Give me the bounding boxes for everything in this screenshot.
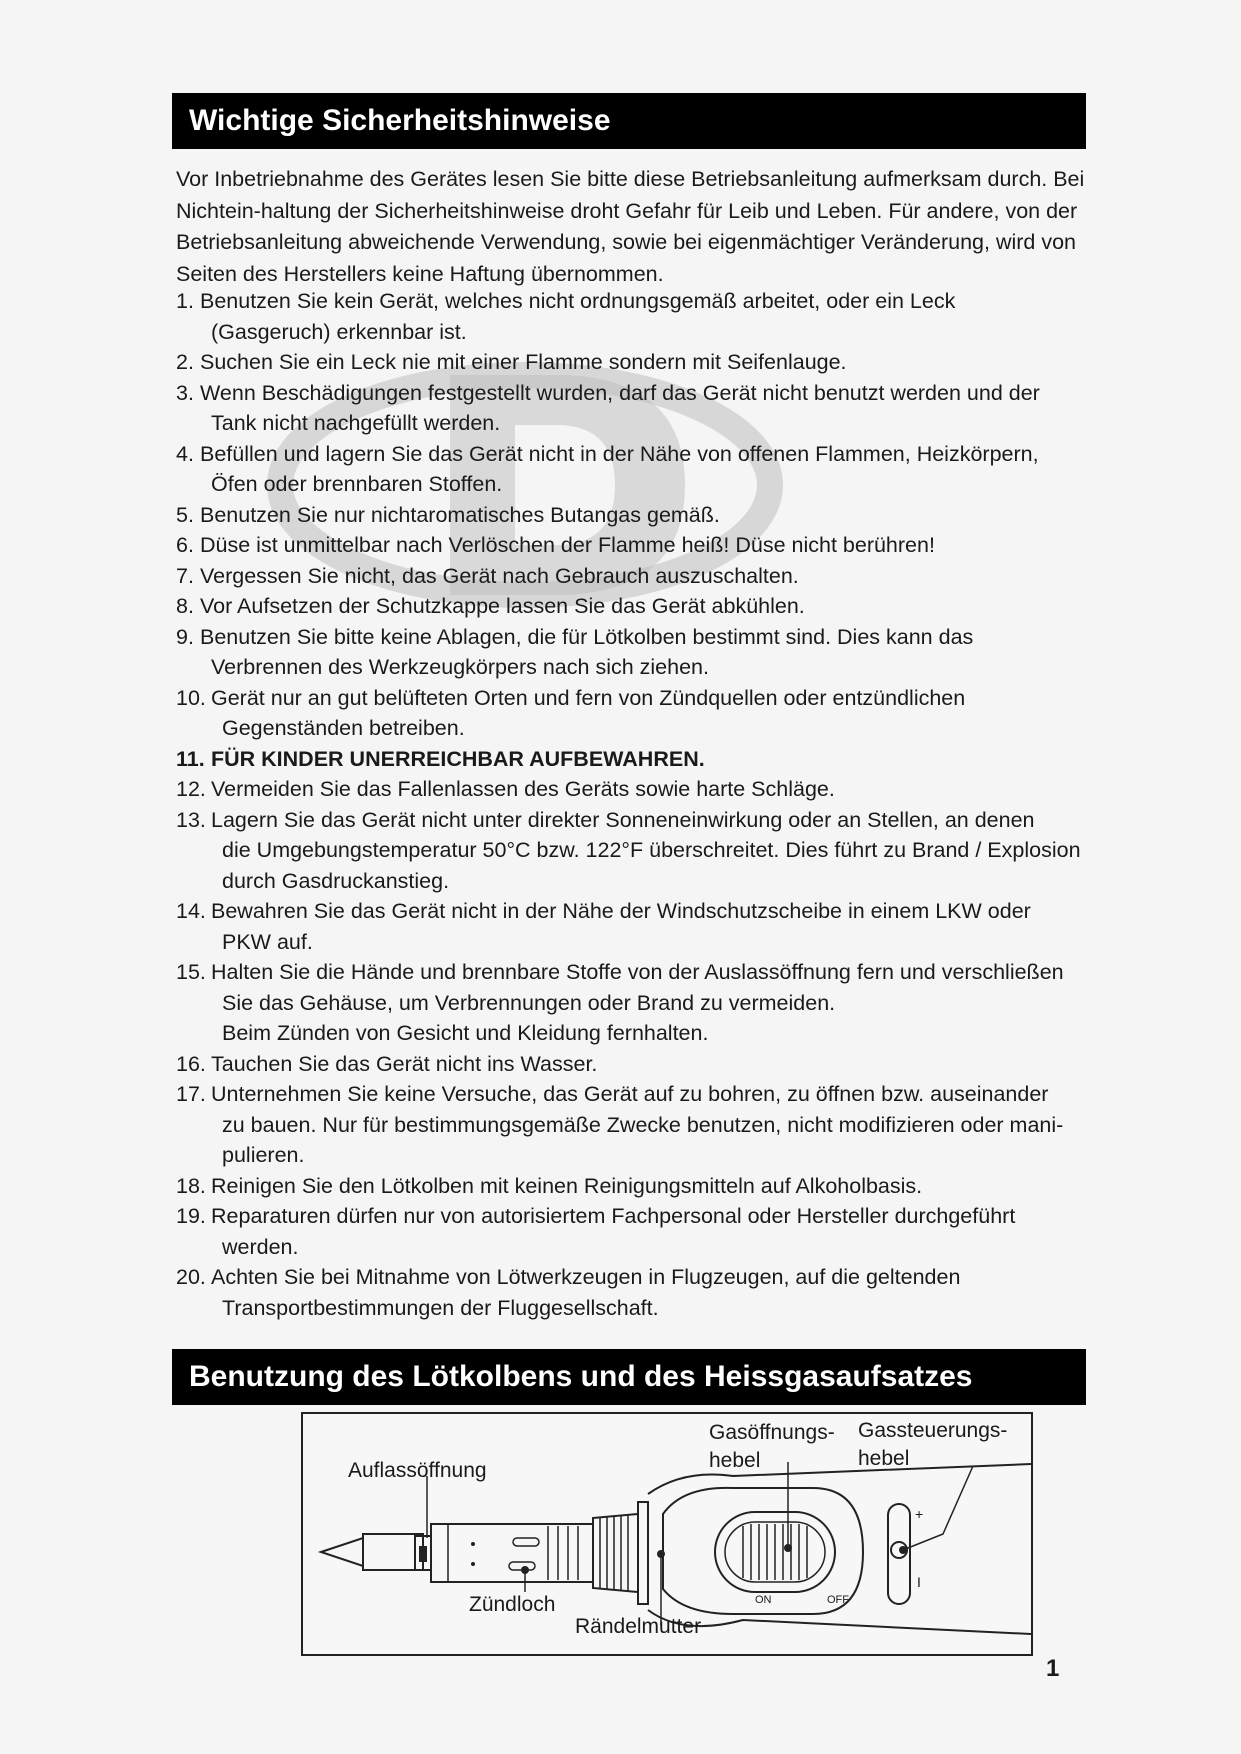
item-text: FÜR KINDER UNERREICHBAR AUFBEWAHREN. xyxy=(211,746,705,771)
item-number: 20. xyxy=(176,1265,206,1289)
list-item xyxy=(176,1262,1086,1323)
item-number: 3. xyxy=(176,380,194,405)
list-item xyxy=(176,805,1086,897)
label-off: OFF xyxy=(827,1594,849,1606)
label-gas-lever-line1: Gasöffnungs- xyxy=(709,1421,835,1444)
list-item xyxy=(176,1079,1086,1171)
soldering-iron-diagram xyxy=(301,1412,1033,1656)
section-heading-usage: Benutzung des Lötkolbens und des Heissgasaufsatzes xyxy=(172,1349,1086,1405)
item-text: Benutzen Sie nur nichtaromatisches Butangas gemäß. xyxy=(200,502,720,527)
list-item xyxy=(176,286,1086,347)
item-text-continued: (Gasgeruch) erkennbar ist. xyxy=(211,319,467,344)
list-item xyxy=(176,347,1086,378)
item-text: Unternehmen Sie keine Versuche, das Gerät auf zu bohren, zu öffnen bzw. auseinander xyxy=(211,1082,1049,1106)
item-number: 4. xyxy=(176,441,194,466)
item-text-continued: zu bauen. Nur für bestimmungsgemäße Zwecke benutzen, nicht modifizieren oder mani- pulieren. xyxy=(222,1112,1064,1167)
item-number: 17. xyxy=(176,1082,206,1106)
intro-paragraph: Vor Inbetriebnahme des Gerätes lesen Sie bitte diese Betriebsanleitung aufmerksam durch. Bei Nichtein-haltung der Sicherheitshinweise droht Gefahr für Leib und Leben. Für andere, von der Betriebsanleitung abweichende Verwendung, sowie bei eigenmächtiger Veränderung, wird von Seiten des Herstellers keine Haftung übernommen. xyxy=(176,167,1085,286)
label-control-lever-line1: Gassteuerungs- xyxy=(858,1419,1008,1442)
list-item xyxy=(176,1171,1086,1202)
item-number: 9. xyxy=(176,624,194,649)
item-text-continued: PKW auf. xyxy=(222,929,313,954)
list-item xyxy=(176,744,1086,775)
item-text-continued: Sie das Gehäuse, um Verbrennungen oder Brand zu vermeiden. xyxy=(222,990,836,1015)
item-number: 11. xyxy=(176,746,205,771)
item-text-continued: werden. xyxy=(222,1234,299,1259)
list-item xyxy=(176,683,1086,744)
label-minus: I xyxy=(917,1574,921,1590)
item-number: 18. xyxy=(176,1173,206,1198)
list-item xyxy=(176,896,1086,957)
list-item xyxy=(176,957,1086,1049)
list-item xyxy=(176,500,1086,531)
item-text: Halten Sie die Hände und brennbare Stoffe von der Auslassöffnung fern und verschließen xyxy=(211,960,1064,984)
section-heading-safety: Wichtige Sicherheitshinweise xyxy=(172,93,1086,149)
item-text: Achten Sie bei Mitnahme von Lötwerkzeugen in Flugzeugen, auf die geltenden xyxy=(211,1265,961,1289)
item-text: Gerät nur an gut belüfteten Orten und fern von Zündquellen oder entzündlichen xyxy=(211,685,966,710)
list-item xyxy=(176,1201,1086,1262)
item-text: Vermeiden Sie das Fallenlassen des Geräts sowie harte Schläge. xyxy=(211,777,835,801)
item-text: Vor Aufsetzen der Schutzkappe lassen Sie das Gerät abkühlen. xyxy=(200,594,805,618)
item-text: Befüllen und lagern Sie das Gerät nicht in der Nähe von offenen Flammen, Heizkörpern, xyxy=(200,441,1039,466)
item-number: 5. xyxy=(176,502,194,527)
item-text-continued: die Umgebungstemperatur 50°C bzw. 122°F überschreitet. Dies führt zu Brand / Explosion durch Gasdruckanstieg. xyxy=(222,838,1081,893)
label-ignition-hole: Zündloch xyxy=(469,1593,556,1616)
item-text: Reparaturen dürfen nur von autorisiertem Fachpersonal oder Hersteller durchgeführt xyxy=(211,1204,1016,1228)
list-item xyxy=(176,378,1086,439)
item-text-continued: Transportbestimmungen der Fluggesellschaft. xyxy=(222,1295,659,1320)
item-number: 7. xyxy=(176,563,194,588)
list-item xyxy=(176,774,1086,805)
list-item xyxy=(176,591,1086,622)
item-text-continued: Verbrennen des Werkzeugkörpers nach sich ziehen. xyxy=(211,655,709,679)
item-text: Benutzen Sie kein Gerät, welches nicht ordnungsgemäß arbeitet, oder ein Leck xyxy=(200,289,956,313)
label-on: ON xyxy=(755,1594,772,1606)
item-text: Vergessen Sie nicht, das Gerät nach Gebrauch auszuschalten. xyxy=(200,563,799,588)
item-text: Tauchen Sie das Gerät nicht ins Wasser. xyxy=(211,1051,598,1076)
item-text: Düse ist unmittelbar nach Verlöschen der Flamme heiß! Düse nicht berühren! xyxy=(200,533,935,557)
item-number: 19. xyxy=(176,1204,206,1228)
item-number: 13. xyxy=(176,807,206,832)
label-plus: + xyxy=(915,1506,924,1522)
item-text: Suchen Sie ein Leck nie mit einer Flamme sondern mit Seifenlauge. xyxy=(200,350,847,374)
item-number: 10. xyxy=(176,685,206,710)
item-number: 15. xyxy=(176,960,206,984)
item-number: 1. xyxy=(176,289,194,313)
item-text-continued: Tank nicht nachgefüllt werden. xyxy=(211,411,501,435)
item-text: Bewahren Sie das Gerät nicht in der Nähe der Windschutzscheibe in einem LKW oder xyxy=(211,899,1031,923)
page-number: 1 xyxy=(1046,1655,1060,1682)
list-item xyxy=(176,530,1086,561)
item-number: 14. xyxy=(176,899,206,923)
item-number: 8. xyxy=(176,594,194,618)
label-gas-lever-line2: hebel xyxy=(709,1449,761,1472)
label-outlet: Auflassöffnung xyxy=(348,1459,487,1482)
item-number: 6. xyxy=(176,533,194,557)
safety-list xyxy=(176,286,1086,1323)
list-item xyxy=(176,561,1086,592)
list-item xyxy=(176,439,1086,500)
item-text: Wenn Beschädigungen festgestellt wurden, darf das Gerät nicht benutzt werden und der xyxy=(200,380,1040,405)
item-text-continued: Gegenständen betreiben. xyxy=(222,716,465,740)
item-number: 16. xyxy=(176,1051,206,1076)
label-knurled-nut: Rändelmutter xyxy=(575,1615,702,1638)
list-item xyxy=(176,1049,1086,1080)
item-text: Lagern Sie das Gerät nicht unter direkter Sonneneinwirkung oder an Stellen, an denen xyxy=(211,807,1035,832)
item-number: 2. xyxy=(176,350,194,374)
list-item xyxy=(176,622,1086,683)
label-control-lever-line2: hebel xyxy=(858,1447,910,1470)
item-text: Reinigen Sie den Lötkolben mit keinen Reinigungsmitteln auf Alkoholbasis. xyxy=(211,1173,923,1198)
item-text-continued: Öfen oder brennbaren Stoffen. xyxy=(211,472,503,496)
item-text: Benutzen Sie bitte keine Ablagen, die für Lötkolben bestimmt sind. Dies kann das xyxy=(200,624,974,649)
item-text-continued: Beim Zünden von Gesicht und Kleidung fernhalten. xyxy=(222,1021,709,1045)
item-number: 12. xyxy=(176,777,206,801)
